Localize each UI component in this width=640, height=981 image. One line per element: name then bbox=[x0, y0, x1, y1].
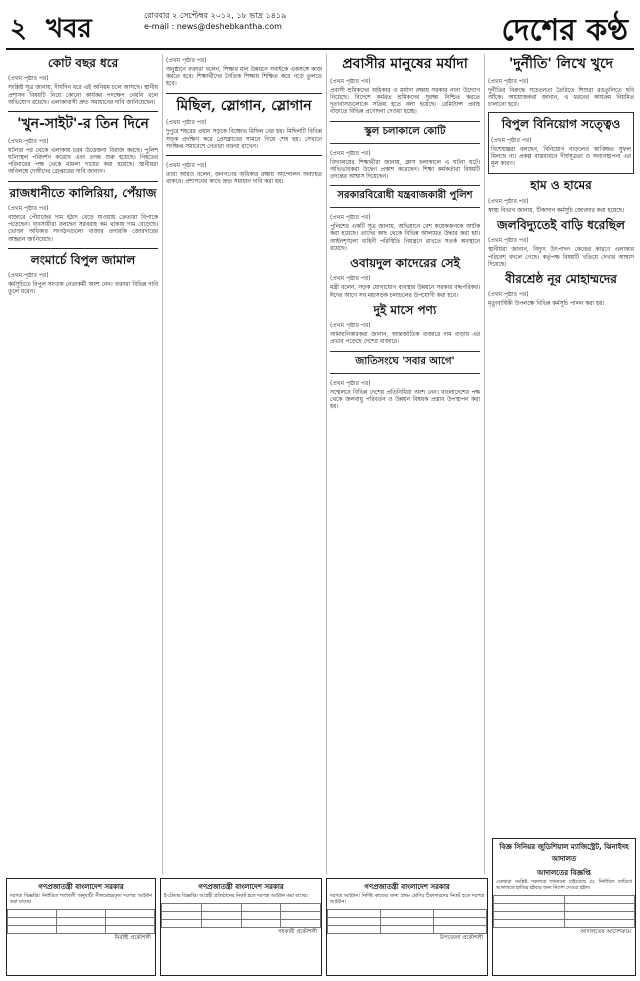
article-headline: প্রবাসীর মানুষের মর্যাদা bbox=[342, 56, 468, 72]
column-divider bbox=[484, 54, 485, 874]
article-body: দুপুরে শহরের প্রধান সড়কে বিক্ষোভ মিছিল বের হয়। মিছিলটি বিভিন্ন সড়ক প্রদক্ষিণ করে প্রেসক্লাবের সামনে গিয়ে শেষ হয়। সেখানে সংক্ষিপ্ত সমাবেশে নেতারা বক্তব্য রাখেন। bbox=[166, 129, 322, 150]
article-headline: হাম ও হামের bbox=[530, 178, 592, 193]
article-headline: জাতিসংঘে 'সবার আগে' bbox=[330, 351, 480, 374]
article-body: সম্মেলনে বিভিন্ন দেশের প্রতিনিধিরা অংশ নেন। বাংলাদেশের পক্ষ থেকে জলবায়ু পরিবর্তন ও উন্নয়ন বিষয়ক প্রস্তাব উপস্থাপন করা হয়। bbox=[330, 389, 480, 411]
notice-signature: আদালতের আদেশক্রমে bbox=[580, 928, 631, 935]
article-body: দুর্নীতির বিরুদ্ধে সচেতনতা তৈরিতে শিশুরা রঙতুলিতে ছবি আঁকে। আয়োজকরা জানান, এ ধরনের কার্যক্রম নিয়মিত চালানো হবে। bbox=[488, 87, 634, 109]
column-3 bbox=[330, 54, 480, 874]
article-byline: (প্রথম পৃষ্ঠার পর) bbox=[488, 197, 529, 205]
notice-title: গণপ্রজাতন্ত্রী বাংলাদেশ সরকার bbox=[364, 883, 450, 891]
divider bbox=[166, 93, 322, 94]
notice-body: ই-টেন্ডার বিজ্ঞপ্তি। আগ্রহী প্রতিষ্ঠানের নিকট হতে দরপত্র আহ্বান করা যাচ্ছে। bbox=[164, 894, 308, 899]
article-byline: (প্রথম পৃষ্ঠার পর) bbox=[330, 214, 371, 222]
notice-table bbox=[7, 909, 155, 934]
notice-title: গণপ্রজাতন্ত্রী বাংলাদেশ সরকার bbox=[198, 883, 284, 891]
notice-signature: সহকারী প্রকৌশলী bbox=[278, 928, 317, 935]
article-byline: (প্রথম পৃষ্ঠার পর) bbox=[491, 136, 532, 144]
article-body: পুলিশের একটি সূত্র জানায়, অভিযানে বেশ কয়েকজনকে আটক করা হয়েছে। তাদের কাছ থেকে বিভিন্ন আলামত উদ্ধার করা হয়। আইনশৃঙ্খলা বাহিনী পরিস্থিতি নিয়ন্ত্রণে রাখতে সতর্ক অবস্থানে রয়েছে। bbox=[330, 224, 480, 252]
notice-body: এতদ্বারা সংশ্লিষ্ট সকলকে জানানো যাইতেছে যে, নির্ধারিত তারিখে আদালতে হাজির হইবার জন্য নির্দেশ দেওয়া হইল। bbox=[496, 880, 632, 891]
tender-notice bbox=[326, 878, 488, 976]
article-headline: স্কুল চলাকালে কোটি bbox=[330, 121, 480, 144]
tender-notice bbox=[160, 878, 322, 976]
article-body: আমদানিকারকরা জানান, আন্তর্জাতিক বাজারে দাম বাড়ায় এর প্রভাব পড়েছে দেশের বাজারে। bbox=[330, 332, 480, 346]
notice-table bbox=[493, 895, 635, 928]
article-body: ঘটনার পর থেকে এলাকায় চরম উত্তেজনা বিরাজ করছে। পুলিশ ঘটনাস্থল পরিদর্শন করেছে এবং তদন্ত শুরু হয়েছে। নিহতের পরিবারের পক্ষ থেকে মামলা দায়ের করা হয়েছে। স্থানীয়রা অবিলম্বে দোষীদের গ্রেপ্তারের দাবি জানান। bbox=[8, 147, 158, 176]
column-divider bbox=[162, 54, 163, 874]
article-body: কর্মসূচিতে বিপুল সংখ্যক নেতাকর্মী অংশ নেন। বক্তারা বিভিন্ন দাবি তুলে ধরেন। bbox=[8, 282, 158, 296]
article-byline: (প্রথম পৃষ্ঠার পর) bbox=[488, 291, 529, 299]
article-headline: 'দুর্নীতি' লিখে খুদে bbox=[509, 56, 613, 72]
column-divider bbox=[326, 54, 327, 874]
article-body: তারা আরও বলেন, জনগণের অধিকার রক্ষায় আন্দোলন অব্যাহত থাকবে। প্রশাসনের কাছে দ্রুত সমাধান দাবি করা হয়। bbox=[166, 172, 322, 186]
article-byline: (প্রথম পৃষ্ঠার পর) bbox=[166, 57, 207, 64]
article-byline: (প্রথম পৃষ্ঠার পর) bbox=[330, 149, 371, 157]
article-body: সংশ্লিষ্ট সূত্র জানায়, দীর্ঘদিন ধরে এই অনিয়ম চলে আসছে। স্থানীয় প্রশাসন বিষয়টি নিয়ে কোনো কার্যকর পদক্ষেপ নেয়নি বলে অভিযোগ রয়েছে। এলাকাবাসী দ্রুত সমাধানের দাবি জানিয়েছেন। bbox=[8, 85, 158, 106]
article-byline: (প্রথম পৃষ্ঠার পর) bbox=[166, 119, 207, 127]
article-body: মৃত্যুবার্ষিকী উপলক্ষে বিভিন্ন কর্মসূচি পালন করা হয়। bbox=[488, 301, 605, 308]
column-2 bbox=[166, 54, 322, 874]
notice-subtitle: আদালতের বিজ্ঞপ্তি bbox=[537, 869, 591, 877]
article-headline: লংমার্চে বিপুল জামাল bbox=[30, 252, 136, 267]
article-body: প্রবাসী শ্রমিকদের অধিকার ও মর্যাদা রক্ষায় সরকার নানা উদ্যোগ নিয়েছে। বিদেশে কর্মরত শ্রমিকদের সুরক্ষা নিশ্চিত করতে দূতাবাসগুলোকে সক্রিয় হতে বলা হয়েছে। রেমিট্যান্স প্রবাহ বাড়াতে বিভিন্ন প্রণোদনা দেওয়া হচ্ছে। bbox=[330, 87, 480, 116]
email-line: e-mail : news@deshebkantha.com bbox=[144, 22, 282, 31]
article-byline: (প্রথম পৃষ্ঠার পর) bbox=[8, 205, 49, 212]
advertisement-strip bbox=[6, 843, 634, 976]
article-body: স্বাস্থ্য বিভাগ জানায়, টিকাদান কর্মসূচি জোরদার করা হয়েছে। bbox=[488, 207, 625, 214]
article-byline: (প্রথম পৃষ্ঠার পর) bbox=[488, 77, 529, 85]
article-body: বিশেষজ্ঞরা বলছেন, বিনিয়োগ বাড়লেও কাঙ্ক্ষিত সুফল মিলছে না। প্রকল্প বাস্তবায়নে দীর্ঘসূত্রতা ও অব্যবস্থাপনা এর মূল কারণ। bbox=[491, 146, 631, 168]
dateline: রোববার ২ সেপ্টেম্বর ২০১২, ১৮ ভাদ্র ১৪১৯ bbox=[144, 11, 287, 20]
article-byline: (প্রথম পৃষ্ঠার পর) bbox=[8, 272, 49, 280]
article-byline: (প্রথম পৃষ্ঠার পর) bbox=[330, 379, 371, 387]
divider bbox=[166, 155, 322, 156]
notice-signature: উপজেলা প্রকৌশলী bbox=[439, 934, 483, 941]
notice-title: বিজ্ঞ সিনিয়র জুডিশিয়াল ম্যাজিস্ট্রেট, ঝিনাইদহ আদালত bbox=[499, 843, 629, 863]
article-byline: (প্রথম পৃষ্ঠার পর) bbox=[166, 162, 207, 170]
notice-signature: নির্বাহী প্রকৌশলী bbox=[114, 934, 151, 941]
article-headline: জলবিদ্যুতেই বাড়ি ধরেছিল bbox=[497, 218, 625, 232]
article-headline: রাজধানীতে কালিরিয়া, পেঁয়াজ bbox=[9, 185, 157, 200]
article-body: স্থানীয়রা জানান, বিদ্যুৎ উৎপাদন কেন্দ্রের কারণে এলাকার পরিবেশ বদলে গেছে। কর্তৃপক্ষ বিষয়টি খতিয়ে দেখার আশ্বাস দিয়েছে। bbox=[488, 247, 634, 268]
article-headline: বীরশ্রেষ্ঠ নূর মোহাম্মদের bbox=[505, 272, 617, 286]
divider bbox=[8, 181, 158, 182]
article-headline: 'খুন-সাইট'-র তিন দিনে bbox=[17, 116, 149, 132]
article-byline: (প্রথম পৃষ্ঠার পর) bbox=[8, 75, 49, 83]
column-4 bbox=[488, 54, 634, 874]
page-number: ২ bbox=[10, 14, 27, 44]
notice-title: গণপ্রজাতন্ত্রী বাংলাদেশ সরকার bbox=[38, 883, 124, 891]
masthead-logo: দেশের কণ্ঠ bbox=[501, 13, 628, 48]
article-headline: সরকারবিরোধী যন্ত্রবাজকারী পুলিশ bbox=[330, 185, 480, 208]
article-headline: মিছিল, স্লোগান, স্লোগান bbox=[176, 97, 312, 114]
article-byline: (প্রথম পৃষ্ঠার পর) bbox=[330, 322, 371, 330]
boxed-article bbox=[488, 112, 634, 174]
article-headline: কোট বছর ধরে bbox=[47, 56, 119, 70]
page-header bbox=[6, 4, 634, 50]
section-title: খবর bbox=[46, 14, 92, 44]
article-byline: (প্রথম পৃষ্ঠার পর) bbox=[488, 237, 529, 245]
notice-body: দরপত্র আহ্বান। নির্দিষ্ট কাজের জন্য প্রথম শ্রেণির ঠিকাদারদের নিকট হতে দরপত্র আহ্বান। bbox=[330, 894, 484, 905]
article-headline: দুই মাসে পণ্য bbox=[373, 302, 437, 317]
article-body: বাজারে পেঁয়াজের দাম হঠাৎ বেড়ে যাওয়ায় ক্রেতারা বিপাকে পড়েছেন। ব্যবসায়ীরা বলছেন সরবরাহ কম থাকায় দাম বেড়েছে। ভোক্তা অধিকার সংগঠনগুলো বাজার তদারকি জোরদারের আহ্বান জানিয়েছে। bbox=[8, 215, 158, 243]
tender-notice bbox=[6, 878, 156, 976]
article-byline: (প্রথম পৃষ্ঠার পর) bbox=[330, 77, 371, 85]
article-byline: (প্রথম পৃষ্ঠার পর) bbox=[8, 137, 49, 145]
article-body: বিদ্যালয়ের শিক্ষার্থীরা জানায়, ক্লাস চলাকালে এ ঘটনা ঘটে। অভিভাবকরা উদ্বেগ প্রকাশ করেছেন। শিক্ষা কর্মকর্তারা বিষয়টি তদন্তের আশ্বাস দিয়েছেন। bbox=[330, 159, 480, 181]
article-byline: (প্রথম পৃষ্ঠার পর) bbox=[330, 275, 371, 283]
court-notice bbox=[492, 838, 636, 976]
column-1 bbox=[8, 54, 158, 874]
notice-table bbox=[327, 909, 487, 934]
divider bbox=[8, 111, 158, 112]
notice-table bbox=[161, 903, 321, 928]
divider bbox=[8, 248, 158, 249]
article-headline: ওবায়দুল কাদেরের সেই bbox=[350, 256, 460, 271]
article-headline: বিপুল বিনিয়োগ সত্ত্বেও bbox=[501, 117, 621, 132]
article-body: অনুষ্ঠানে বক্তারা বলেন, শিক্ষার মান উন্নয়নে সবাইকে একসঙ্গে কাজ করতে হবে। শিক্ষার্থীদের নৈতিক শিক্ষায় শিক্ষিত করে গড়ে তুলতে হবে। bbox=[166, 67, 322, 88]
notice-body: দরপত্র বিজ্ঞপ্তি। নির্ধারিত শর্তাবলী অনুযায়ী সীলমোহরকৃত দরপত্র আহ্বান করা যাচ্ছে। bbox=[10, 894, 152, 905]
article-body: মন্ত্রী বলেন, সড়ক যোগাযোগ ব্যবস্থার উন্নয়নে সরকার বদ্ধপরিকর। ঈদের আগে সব মহাসড়ক চলাচলের উপযোগী করা হবে। bbox=[330, 285, 480, 299]
